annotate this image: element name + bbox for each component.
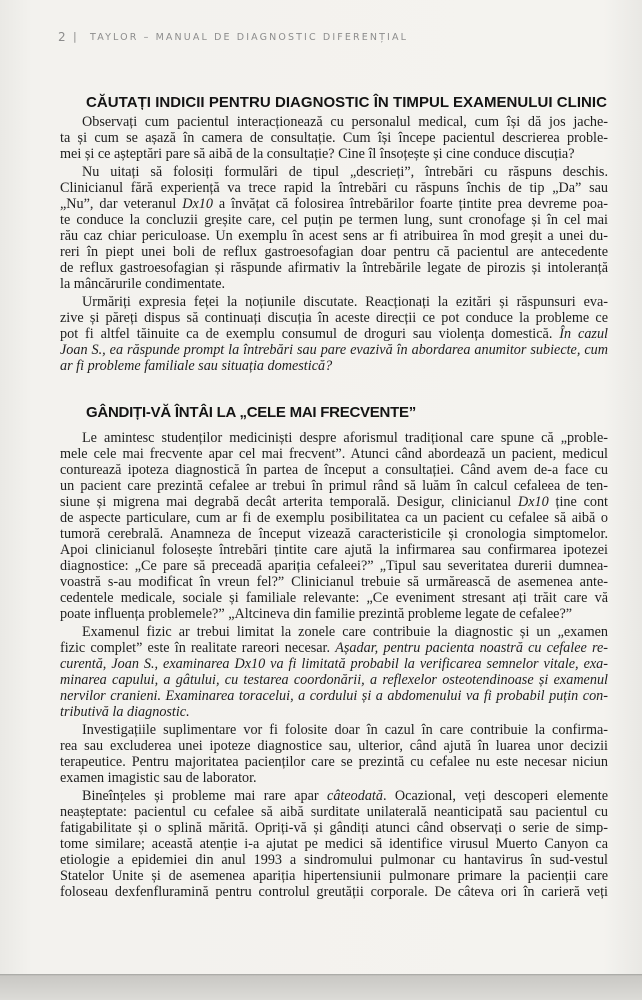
text-line [60, 342, 608, 358]
italic-text-run: Joan S., ea răspunde prompt la întrebări sau pare evazivă în abordarea anumitor subiecte, cum [60, 342, 608, 358]
text-line-content [60, 656, 608, 672]
text-run: Observați cum pacientul interacționează cu personalul medical, cum își dă jos jache- [82, 114, 608, 130]
paragraph [60, 788, 608, 900]
text-line-content [60, 510, 608, 526]
italic-text-run: tributivă la diagnostic. [60, 704, 190, 720]
text-line [60, 180, 608, 196]
text-line-content [60, 542, 608, 558]
text-line-content [60, 820, 608, 836]
text-run: fatigabilitate și o splină mărită. Opriți-vă și gândiți atunci când observați o serie de simp- [60, 820, 608, 836]
text-run: tome similare; această atenție i-a ajutat pe medici să identifice virusul Muerto Canyon ca [60, 836, 608, 852]
text-line [60, 228, 608, 244]
text-line [60, 478, 608, 494]
text-line [60, 738, 608, 754]
text-line [60, 606, 608, 622]
text-line [60, 656, 608, 672]
text-run: Le amintesc studenților mediciniști despre aforismul tradițional care spune că „proble- [82, 430, 608, 446]
paragraph [60, 624, 608, 720]
text-run: diagnostice: „Ce pare să preceadă apariția cefaleei?” „Tipul sau severitatea durerii dumnea- [60, 558, 608, 574]
italic-text-run: minarea capului, a gâtului, cu testarea coordonării, a reflexelor osteotendinoase și examenul [60, 672, 608, 688]
text-line [60, 884, 608, 900]
text-run: de aspecte particulare, cum ar fi de exemplu posibilitatea ca un pacient cu cefalee să aibă o [60, 510, 608, 526]
text-line-content [60, 672, 608, 688]
text-line [60, 146, 608, 162]
text-line [60, 804, 608, 820]
paragraph [60, 430, 608, 622]
text-run: foloseau dexfenfluramină pentru controlul greutății corporale. De câteva ori în carieră veți [60, 884, 608, 900]
text-line [60, 788, 608, 804]
text-line [60, 770, 608, 786]
text-line-content [60, 260, 608, 276]
text-line-content [60, 640, 608, 656]
text-line-content [60, 688, 608, 704]
text-run: terapeutice. Pentru majoritatea pacienților care se prezintă cu cefalee nu este necesar niciun [60, 754, 608, 770]
text-line [60, 196, 608, 212]
text-line-content [82, 114, 608, 130]
text-line-content [60, 606, 572, 622]
text-line [60, 820, 608, 836]
text-line-content [60, 770, 257, 786]
text-line [60, 722, 608, 738]
text-line [60, 558, 608, 574]
text-line [60, 114, 608, 130]
text-run: Clinicianul fără experiență va trece rapid la întrebări cu răspuns închis de tip „Da” sau [60, 180, 608, 196]
text-line [60, 358, 608, 374]
text-run: zive și păreți dispus să continuați discuția în aceste direcții ce pot conduce la probleme ce [60, 310, 608, 326]
text-run: a învățat că folosirea întrebărilor foarte țintite prea devreme poa- [212, 196, 608, 212]
text-line-content [60, 212, 608, 228]
text-line [60, 326, 608, 342]
text-run: mele cele mai frecvente apar cel mai frecvent”. Atunci când abordează un pacient, medicul [60, 446, 608, 462]
text-run: voastră s-au modificat în vreun fel?” Clinicianul trebuie să urmărească de asemenea ante- [60, 574, 608, 590]
text-run: Nu uitați să folosiți formulări de tipul „descrieți”, întrebări cu răspuns deschis. [82, 164, 608, 180]
text-line [60, 244, 608, 260]
text-line-content [60, 462, 608, 478]
paragraph [60, 114, 608, 162]
text-line [60, 212, 608, 228]
text-line [60, 310, 608, 326]
text-line [60, 590, 608, 606]
text-line-content [60, 526, 608, 542]
paragraph [60, 164, 608, 292]
text-line-content [60, 276, 225, 292]
text-line [60, 754, 608, 770]
text-line-content [82, 722, 608, 738]
text-line [60, 640, 608, 656]
text-line [60, 868, 608, 884]
page-number: 2 [58, 30, 66, 44]
text-line-content [60, 852, 608, 868]
running-head-separator: | [73, 30, 77, 43]
text-line-content [60, 310, 608, 326]
text-line-content [60, 558, 608, 574]
text-line [60, 672, 608, 688]
text-run: pot fi altfel tăinuite ca de exemplu consumul de droguri sau violența domestică. [60, 326, 560, 342]
text-line-content [60, 590, 608, 606]
italic-text-run: În cazul [559, 326, 608, 342]
text-line-content [60, 130, 608, 146]
text-line [60, 704, 608, 720]
text-run: conturează ipoteza diagnostică în partea de început a consultației. Când avem de-a face cu [60, 462, 608, 478]
section-heading [86, 405, 416, 421]
text-line-content [60, 326, 608, 342]
text-line-content [60, 804, 608, 820]
text-line-content [60, 868, 608, 884]
text-run: de reflux gastroesofagian și răspunde afirmativ la întrebările legate de pirozis și intoleranță [60, 260, 608, 276]
text-line-content [60, 342, 608, 358]
text-run: poate influența problemele?” „Altcineva din familie prezintă probleme legate de cefalee?” [60, 606, 573, 622]
text-line-content [60, 738, 608, 754]
text-line [60, 624, 608, 640]
text-line-content [60, 228, 608, 244]
text-line [60, 852, 608, 868]
paragraph [60, 722, 608, 786]
text-line-content [82, 294, 608, 310]
text-run: ta și cum se așază în camera de consultație. Cum își începe pacientul descrierea proble- [60, 130, 608, 146]
text-run: siune și migrena mai degrabă decât arterita temporală. Desigur, clinicianul [60, 494, 518, 510]
text-run: un pacient care prezintă cefalee ar trebui în primul rând să luăm în calcul cefaleea de ten- [60, 478, 608, 494]
text-run: Investigațiile suplimentare vor fi folosite doar în cazul în care contribuie la confirma- [82, 722, 608, 738]
text-run: te conduce la concluzii greșite care, cel puțin pe termen lung, sunt cronofage și în cel mai [60, 212, 608, 228]
text-line-content [60, 244, 608, 260]
italic-text-run: nervilor cranieni. Examinarea toracelui, a cordului și a abdomenului va fi probabil puțin con- [60, 688, 608, 704]
italic-text-run: Dx10 [518, 494, 549, 510]
running-title [90, 31, 408, 44]
text-run: Bineînțeles și probleme mai rare apar [82, 788, 328, 804]
text-line [60, 836, 608, 852]
italic-text-run: Așadar, pentru pacienta noastră cu cefalee re- [335, 640, 608, 656]
running-title-text: TAYLOR – MANUAL DE DIAGNOSTIC DIFERENȚIAL [90, 32, 408, 43]
text-run: cedentele medicale, sociale și familiale relevante: „Ce eveniment stresant ați trăit care vă [60, 590, 608, 606]
italic-text-run: câteodată [327, 788, 383, 804]
text-line [60, 542, 608, 558]
text-line [60, 462, 608, 478]
text-run: ține cont [548, 494, 608, 510]
italic-text-run: Dx10 [182, 196, 213, 212]
text-run: rău caz chiar periculoase. Un exemplu în acest sens ar fi atribuirea în mod greșit a unei du- [60, 228, 608, 244]
text-run: la mâncărurile condimentate. [60, 276, 226, 292]
text-line-content [60, 146, 575, 162]
text-run: rea sau excluderea unei ipoteze diagnostice sau, ulterior, când ajută în luarea unor decizii [60, 738, 608, 754]
text-run: etiologie a epidemiei din anul 1993 a sindromului pulmonar cu hantavirus în sud-vestul [60, 852, 608, 868]
paragraph [60, 294, 608, 374]
text-line-content [60, 494, 608, 510]
text-line-content [60, 478, 608, 494]
text-line [60, 494, 608, 510]
text-line-content [60, 574, 608, 590]
section-heading [86, 95, 607, 111]
text-line-content [60, 836, 608, 852]
text-line [60, 260, 608, 276]
text-run: Urmăriți expresia feței la noțiunile discutate. Reacționați la ezitări și răspunsuri eva- [82, 294, 608, 310]
text-run: examen imagistic sau de laborator. [60, 770, 257, 786]
text-run: neașteptate: pacientul cu cefalee să aibă surditate unilaterală neanticipată sau pacientul cu [60, 804, 608, 820]
text-run: Apoi clinicianul folosește întrebări țintite care ajută la infirmarea sau confirmarea ipotezei [60, 542, 608, 558]
text-line-content [82, 430, 608, 446]
text-run: mei și ce așteptări pare să aibă de la consultație? Cine îl însoțește și cine conduce discuția? [60, 146, 575, 162]
text-line [60, 430, 608, 446]
scan-bottom-edge [0, 974, 642, 1000]
text-line [60, 688, 608, 704]
text-line [60, 130, 608, 146]
text-line [60, 446, 608, 462]
text-line-content [82, 788, 608, 804]
text-line-content [60, 196, 608, 212]
text-line-content [60, 754, 608, 770]
text-line-content [82, 624, 608, 640]
text-line-content [60, 180, 608, 196]
text-run: „Nu”, dar veteranul [60, 196, 183, 212]
text-line [60, 574, 608, 590]
text-line-content [60, 358, 332, 374]
text-line [60, 276, 608, 292]
text-run: reri în piept unei boli de reflux gastroesofagian doar pentru că pacientul are antecedente [60, 244, 608, 260]
text-run: Examenul fizic ar trebui limitat la zonele care contribuie la diagnostic și un „examen [82, 624, 608, 640]
text-line-content [60, 446, 608, 462]
italic-text-run: curentă, Joan S., examinarea Dx10 va fi limitată probabil la verificarea semnelor vitale, exa- [60, 656, 608, 672]
text-line-content [60, 704, 190, 720]
text-line-content [60, 884, 608, 900]
text-line [60, 510, 608, 526]
text-line [60, 294, 608, 310]
section-body [60, 114, 608, 374]
section-heading-text: CĂUTAȚI INDICII PENTRU DIAGNOSTIC ÎN TIMPUL EXAMENULUI CLINIC [86, 94, 607, 111]
running-head [58, 30, 418, 44]
section-body [60, 430, 608, 900]
text-run: fizic complet” este în realitate rareori necesar. [60, 640, 336, 656]
text-line [60, 164, 608, 180]
text-run: . Ocazional, veți descoperi elemente [382, 788, 609, 804]
section-heading-text: GÂNDIȚI-VĂ ÎNTÂI LA „CELE MAI FRECVENTE” [86, 404, 416, 421]
text-run: tumoră cerebrală. Anamneza de început vizează caracteristicile și cronologia simptomelor. [60, 526, 608, 542]
text-run: Statelor Unite și de asemenea apariția hipertensiunii pulmonare primare la pacienții care [60, 868, 608, 884]
text-line [60, 526, 608, 542]
text-line-content [82, 164, 608, 180]
italic-text-run: ar fi probleme familiale sau situația domestică? [60, 358, 333, 374]
